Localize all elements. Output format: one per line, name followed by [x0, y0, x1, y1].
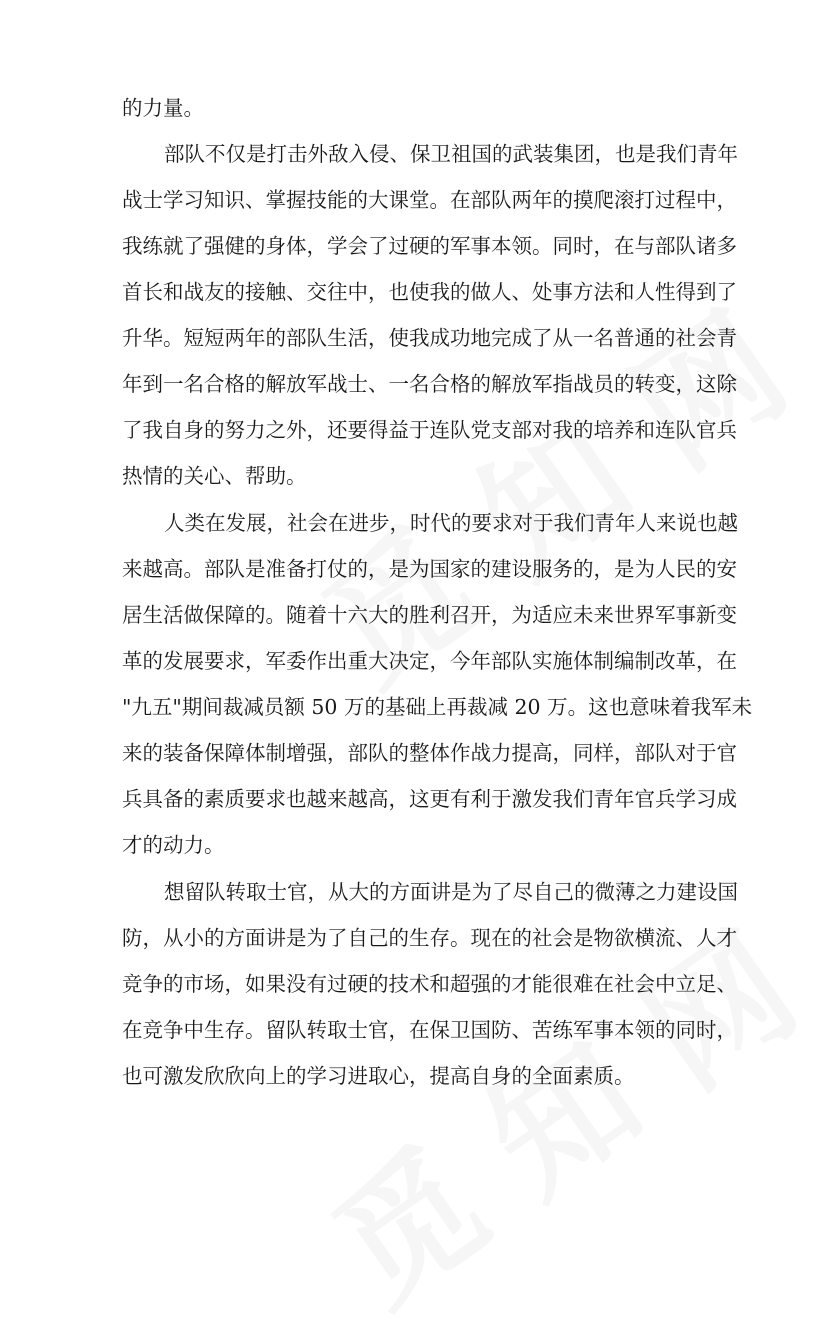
text-line: 人类在发展，社会在进步，时代的要求对于我们青年人来说也越: [164, 511, 738, 535]
text-line: 了我自身的努力之外，还要得益于连队党支部对我的培养和连队官兵: [122, 418, 737, 442]
text-line: 热情的关心、帮助。: [122, 464, 307, 488]
text-line: 才的动力。: [122, 833, 225, 857]
text-line: 竞争的市场，如果没有过硬的技术和超强的才能很难在社会中立足、: [122, 972, 737, 996]
text-line: 居生活做保障的。随着十六大的胜利召开，为适应未来世界军事新变: [122, 603, 737, 627]
text-line: 我练就了强健的身体，学会了过硬的军事本领。同时，在与部队诸多: [122, 234, 737, 258]
text-line: "九五"期间裁减员额 50 万的基础上再裁减 20 万。这也意味着我军未: [122, 695, 753, 719]
text-line: 升华。短短两年的部队生活，使我成功地完成了从一名普通的社会青: [122, 326, 737, 350]
text-line: 来的装备保障体制增强，部队的整体作战力提高，同样，部队对于官: [122, 741, 737, 765]
text-line: 的力量。: [122, 96, 204, 120]
text-line: 部队不仅是打击外敌入侵、保卫祖国的武装集团，也是我们青年: [164, 142, 738, 166]
text-line: 防，从小的方面讲是为了自己的生存。现在的社会是物欲横流、人才: [122, 926, 737, 950]
text-line: 也可激发欣欣向上的学习进取心，提高自身的全面素质。: [122, 1064, 635, 1088]
text-line: 战士学习知识、掌握技能的大课堂。在部队两年的摸爬滚打过程中，: [122, 188, 737, 212]
text-line: 年到一名合格的解放军战士、一名合格的解放军指战员的转变，这除: [122, 372, 737, 396]
text-line: 想留队转取士官，从大的方面讲是为了尽自己的微薄之力建设国: [164, 880, 738, 904]
text-line: 兵具备的素质要求也越来越高，这更有利于激发我们青年官兵学习成: [122, 787, 737, 811]
text-line: 来越高。部队是准备打仗的，是为国家的建设服务的，是为人民的安: [122, 557, 737, 581]
text-line: 在竞争中生存。留队转取士官，在保卫国防、苦练军事本领的同时，: [122, 1018, 737, 1042]
text-line: 首长和战友的接触、交往中，也使我的做人、处事方法和人性得到了: [122, 280, 737, 304]
text-line: 革的发展要求，军委作出重大决定，今年部队实施体制编制改革，在: [122, 649, 737, 673]
